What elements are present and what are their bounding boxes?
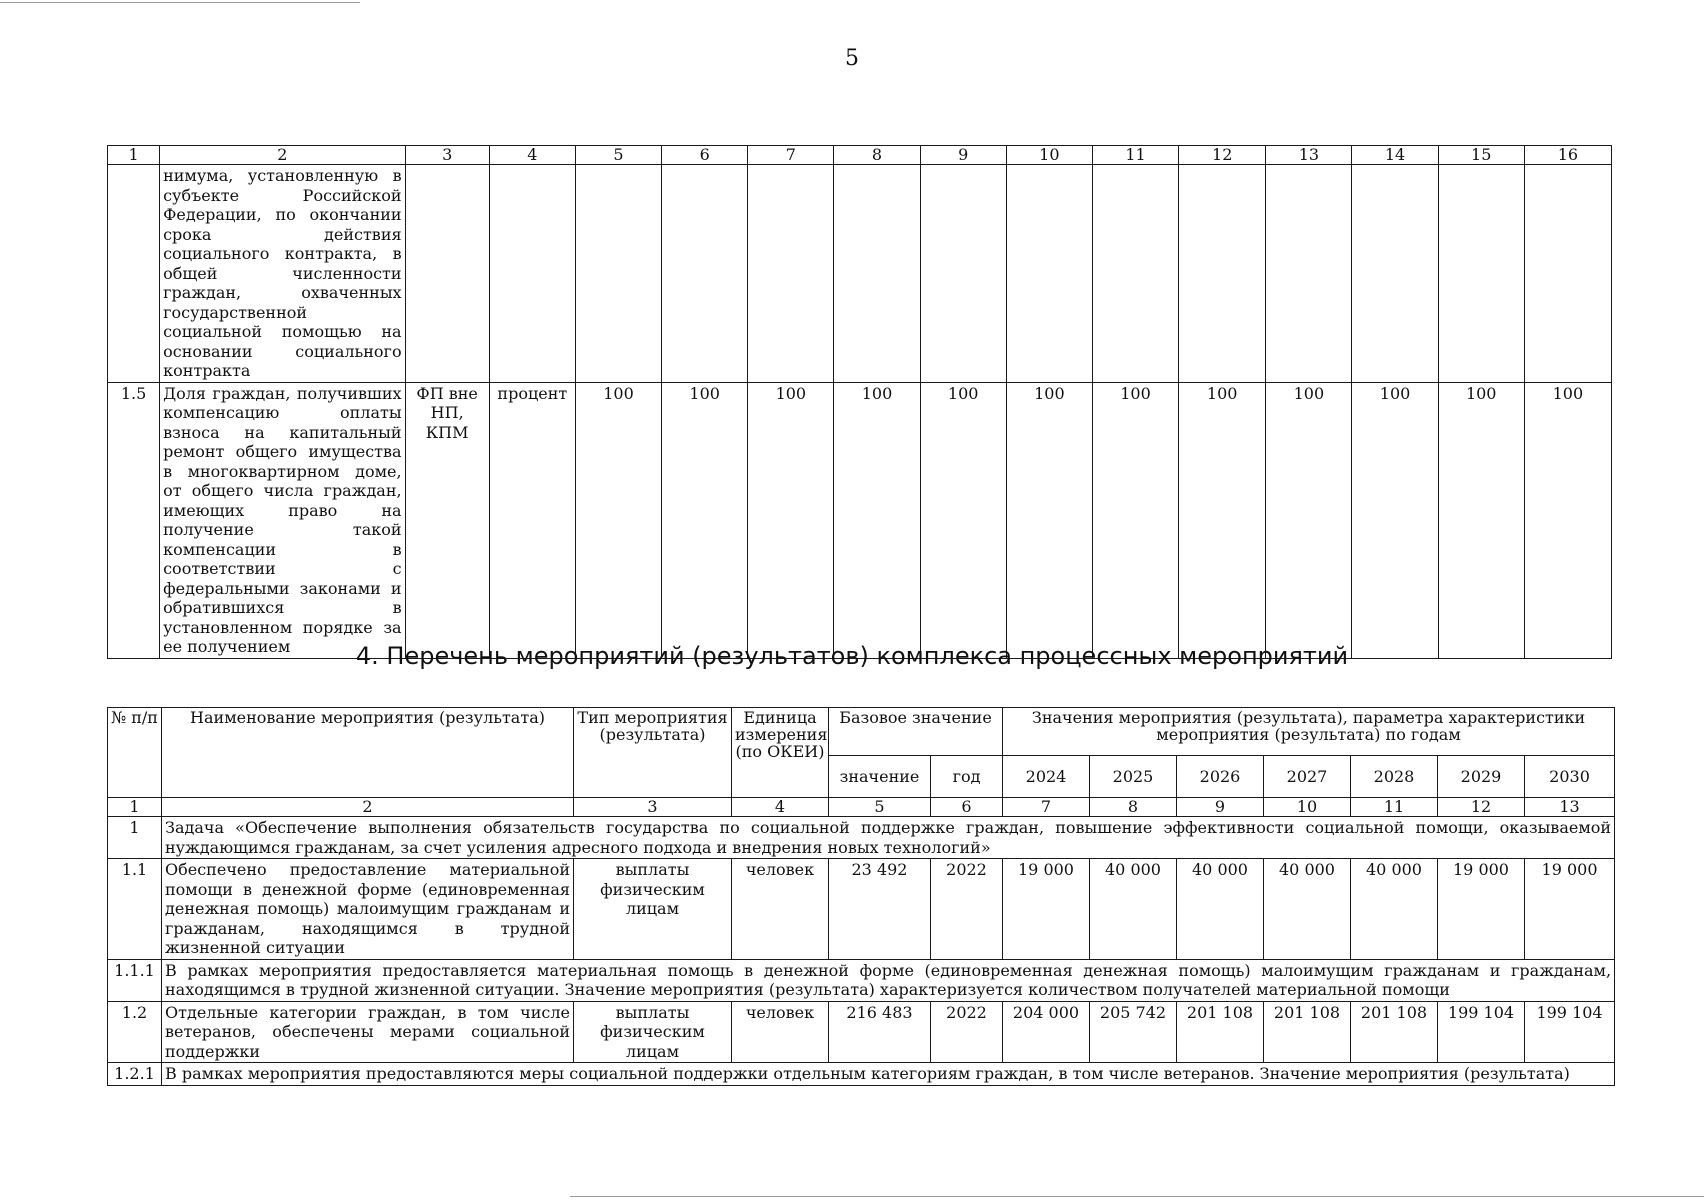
activity-unit: человек	[732, 859, 829, 960]
value-cell: 100	[920, 382, 1006, 658]
note-row	[108, 1063, 1615, 1086]
note-text: В рамках мероприятия предоставляются меры социальной поддержки отдельным категориям граждан, в том числе ветеранов. Значение мероприятия (результата)	[162, 1063, 1615, 1086]
header-base-value: значение	[829, 756, 931, 798]
column-number: 12	[1179, 146, 1266, 165]
year-value: 40 000	[1264, 859, 1351, 960]
value-cell: 100	[1352, 382, 1438, 658]
column-number: 12	[1438, 798, 1525, 817]
header-year: 2026	[1177, 756, 1264, 798]
year-value: 199 104	[1438, 1001, 1525, 1063]
base-year: 2022	[931, 1001, 1003, 1063]
year-value: 19 000	[1438, 859, 1525, 960]
base-value: 216 483	[829, 1001, 931, 1063]
activity-name: Обеспечено предоставление материальной помощи в денежной форме (единовременная денежная помощь) малоимущим гражданам и гражданам, находящимся в трудной жизненной ситуации	[162, 859, 574, 960]
column-number: 16	[1524, 146, 1611, 165]
value-cell: 100	[1266, 382, 1352, 658]
column-number: 4	[489, 146, 575, 165]
indicator-name-continuation: нимума, установленную в субъекте Российской Федерации, по окончании срока действия социального контракта, в общей численности граждан, охваченных государственной социальной помощью на основании социального контракта	[160, 165, 405, 383]
activity-type: выплаты физическим лицам	[574, 859, 732, 960]
year-value: 19 000	[1003, 859, 1090, 960]
indicator-level: ФП вне НП, КПМ	[405, 382, 489, 658]
row-number: 1.2.1	[108, 1063, 162, 1086]
column-number: 13	[1525, 798, 1615, 817]
row-number: 1.1	[108, 859, 162, 960]
activity-type: выплаты физическим лицам	[574, 1001, 732, 1063]
value-cell: 100	[1092, 382, 1178, 658]
scan-edge-line	[570, 1196, 1704, 1197]
year-value: 204 000	[1003, 1001, 1090, 1063]
column-number: 5	[575, 146, 661, 165]
column-number: 6	[662, 146, 748, 165]
section-title: 4. Перечень мероприятий (результатов) комплекса процессных мероприятий	[355, 642, 1349, 670]
column-number: 8	[834, 146, 920, 165]
row-number: 1.1.1	[108, 959, 162, 1001]
column-number-row	[108, 798, 1615, 817]
column-number: 15	[1438, 146, 1524, 165]
year-value: 201 108	[1264, 1001, 1351, 1063]
activity-name: Отдельные категории граждан, в том числе ветеранов, обеспечены мерами социальной поддержки	[162, 1001, 574, 1063]
table-row	[108, 382, 1612, 658]
header-row	[108, 708, 1615, 756]
column-number: 9	[920, 146, 1006, 165]
column-number: 10	[1264, 798, 1351, 817]
column-number: 5	[829, 798, 931, 817]
header-year: 2028	[1351, 756, 1438, 798]
value-cell: 100	[748, 382, 834, 658]
table-row	[108, 859, 1615, 960]
year-value: 40 000	[1351, 859, 1438, 960]
header-num: № п/п	[108, 708, 162, 798]
year-value: 19 000	[1525, 859, 1615, 960]
row-number: 1	[108, 817, 162, 859]
year-value: 40 000	[1177, 859, 1264, 960]
year-value: 205 742	[1090, 1001, 1177, 1063]
scan-edge-line	[0, 2, 360, 3]
column-number: 11	[1092, 146, 1178, 165]
column-number: 8	[1090, 798, 1177, 817]
column-number: 7	[1003, 798, 1090, 817]
column-number: 2	[162, 798, 574, 817]
header-year: 2029	[1438, 756, 1525, 798]
header-base-year: год	[931, 756, 1003, 798]
value-cell: 100	[662, 382, 748, 658]
column-number: 13	[1266, 146, 1352, 165]
column-number: 7	[748, 146, 834, 165]
column-number: 4	[732, 798, 829, 817]
activity-unit: человек	[732, 1001, 829, 1063]
header-values-by-year: Значения мероприятия (результата), параметра характеристики мероприятия (результата) по годам	[1003, 708, 1615, 756]
indicator-unit: процент	[489, 382, 575, 658]
year-value: 40 000	[1090, 859, 1177, 960]
page-number: 5	[845, 46, 859, 71]
note-text: В рамках мероприятия предоставляется материальная помощь в денежной форме (единовременная денежная помощь) малоимущим гражданам и гражданам, находящимся в трудной жизненной ситуации. Значение мероприятия (результата) характеризуется количеством получателей материальной помощи	[162, 959, 1615, 1001]
column-number: 3	[574, 798, 732, 817]
base-value: 23 492	[829, 859, 931, 960]
year-value: 199 104	[1525, 1001, 1615, 1063]
column-number: 1	[108, 798, 162, 817]
value-cell: 100	[1438, 382, 1524, 658]
column-number: 3	[405, 146, 489, 165]
row-number: 1.5	[108, 382, 160, 658]
table-row	[108, 1001, 1615, 1063]
value-cell: 100	[834, 382, 920, 658]
table-row-continuation	[108, 165, 1612, 383]
base-year: 2022	[931, 859, 1003, 960]
indicators-table-continuation	[107, 145, 1612, 659]
column-number: 9	[1177, 798, 1264, 817]
column-number: 10	[1006, 146, 1092, 165]
header-type: Тип мероприятия (результата)	[574, 708, 732, 798]
year-value: 201 108	[1177, 1001, 1264, 1063]
note-row	[108, 959, 1615, 1001]
header-year: 2030	[1525, 756, 1615, 798]
header-base: Базовое значение	[829, 708, 1003, 756]
column-number: 6	[931, 798, 1003, 817]
indicator-name: Доля граждан, получивших компенсацию оплаты взноса на капитальный ремонт общего имущества в многоквартирном доме, от общего числа граждан, имеющих право на получение такой компенсации в соответствии с федеральными законами и обратившихся в установленном порядке за ее получением	[160, 382, 405, 658]
header-year: 2025	[1090, 756, 1177, 798]
header-name: Наименование мероприятия (результата)	[162, 708, 574, 798]
column-number: 11	[1351, 798, 1438, 817]
header-year: 2027	[1264, 756, 1351, 798]
value-cell: 100	[1006, 382, 1092, 658]
column-number-row	[108, 146, 1612, 165]
column-number: 2	[160, 146, 405, 165]
header-unit: Единица измерения (по ОКЕИ)	[732, 708, 829, 798]
year-value: 201 108	[1351, 1001, 1438, 1063]
value-cell: 100	[1524, 382, 1611, 658]
row-number: 1.2	[108, 1001, 162, 1063]
header-year: 2024	[1003, 756, 1090, 798]
value-cell: 100	[575, 382, 661, 658]
task-text: Задача «Обеспечение выполнения обязательств государства по социальной поддержке граждан, повышение эффективности социальной помощи, оказываемой нуждающимся гражданам, за счет усиления адресного подхода и внедрения новых технологий»	[162, 817, 1615, 859]
value-cell: 100	[1179, 382, 1266, 658]
task-row	[108, 817, 1615, 859]
column-number: 14	[1352, 146, 1438, 165]
activities-table	[107, 707, 1615, 1086]
column-number: 1	[108, 146, 160, 165]
